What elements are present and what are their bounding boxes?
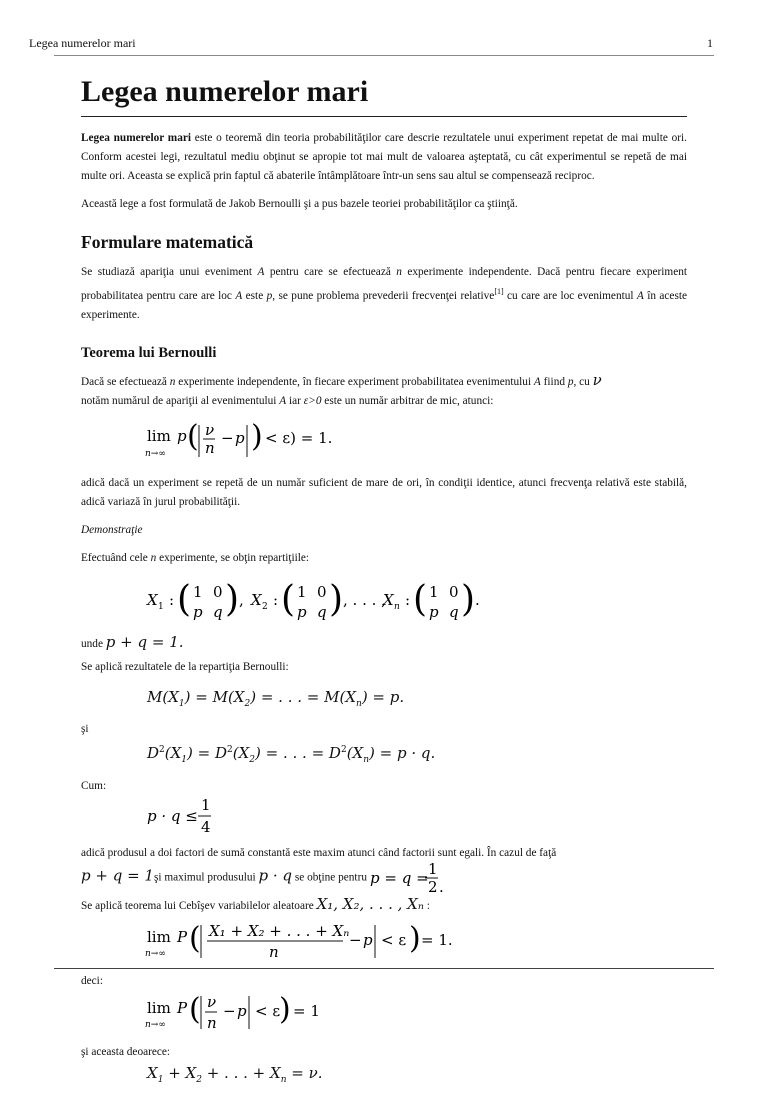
svg-text:n: n	[394, 601, 400, 612]
svg-text:lim: lim	[147, 426, 171, 445]
svg-text:.: .	[475, 590, 480, 609]
svg-text:1: 1	[193, 582, 203, 601]
section-heading-formulare: Formulare matematică	[81, 232, 254, 252]
svg-text:< ε: < ε	[381, 930, 407, 949]
svg-text:X: X	[147, 590, 158, 609]
svg-text:q: q	[317, 602, 327, 621]
svg-text:n: n	[269, 942, 279, 961]
svg-text:(: (	[177, 578, 192, 620]
svg-text:lim: lim	[147, 998, 171, 1017]
deci-line: deci:	[81, 974, 103, 987]
equation-pq-bound	[147, 796, 687, 836]
equation-p-eq-q	[370, 863, 444, 893]
intro-paragraph-2: Această lege a fost formulată de Jakob Bernoulli şi a pus bazele teoriei probabilităţilor ca ştiinţă.	[81, 198, 518, 210]
svg-text:0: 0	[317, 582, 327, 601]
svg-text:ν: ν	[207, 992, 217, 1011]
svg-text:q: q	[449, 602, 459, 621]
svg-text:< ε) = 1.: < ε) = 1.	[265, 428, 333, 447]
svg-text:): )	[329, 578, 344, 620]
equation-sum-nu: $X_1 + X_2$ + . . . + $X_n = \nu$.	[147, 1064, 323, 1086]
svg-text:X: X	[251, 590, 262, 609]
equation-means: $M(X_1) = M(X_2)$ = . . . = $M(X_n) = p$.	[147, 688, 405, 710]
svg-text:(: (	[413, 578, 428, 620]
svg-text:.: .	[438, 877, 444, 893]
svg-text:1: 1	[429, 582, 439, 601]
svg-text:p: p	[177, 426, 187, 445]
title-rule	[81, 116, 687, 117]
svg-text:p: p	[237, 1001, 247, 1020]
svg-text:n: n	[207, 1013, 217, 1032]
svg-text:1: 1	[201, 795, 211, 814]
svg-text:n: n	[205, 438, 215, 457]
svg-text:): )	[461, 578, 476, 620]
svg-text:(: (	[189, 920, 201, 956]
bernoulli-results-line: Se aplică rezultatele de la repartiţia Bernoulli:	[81, 660, 289, 673]
svg-text:X₁ + X₂ + . . . + Xₙ: X₁ + X₂ + . . . + Xₙ	[209, 921, 350, 940]
svg-text::: :	[273, 590, 279, 609]
bernoulli-paragraph: Dacă se efectuează n experimente independente, în fiecare experiment probabilitatea evenimentului A fiind p, cu ν notăm numărul de apariţii al evenimentului A iar ε>0 este un număr arbitrar de mic, atunci:	[81, 370, 602, 407]
si-line: şi	[81, 722, 89, 735]
svg-text:= 1: = 1	[293, 1001, 320, 1020]
svg-text:−: −	[221, 428, 234, 447]
svg-text:lim: lim	[147, 927, 171, 946]
product-maximum-paragraph: adică produsul a doi factori de sumă constantă este maxim atunci când factorii sunt egali. În cazul de faţă p + q = 1şi maximul produsului p · q se obţine pentru p = q = 1 2 .	[81, 844, 687, 893]
unde-line: unde p + q = 1.	[81, 632, 184, 651]
svg-text:q: q	[213, 602, 223, 621]
intro-paragraph	[81, 129, 687, 186]
footer-rule	[54, 968, 714, 969]
section-heading-bernoulli: Teorema lui Bernoulli	[81, 344, 217, 361]
svg-text:ν: ν	[205, 420, 215, 439]
header-rule	[54, 55, 714, 56]
svg-text:= 1.: = 1.	[421, 930, 453, 949]
svg-text:1: 1	[427, 862, 438, 878]
svg-text:0: 0	[213, 582, 223, 601]
demo-label: Demonstraţie	[81, 523, 143, 536]
page-title: Legea numerelor mari	[81, 75, 369, 108]
svg-text:p = q =: p = q =	[369, 868, 429, 887]
svg-text:−: −	[349, 930, 362, 949]
svg-text:): )	[225, 578, 240, 620]
svg-text:(: (	[281, 578, 296, 620]
svg-text:X: X	[383, 590, 394, 609]
svg-text:1: 1	[158, 601, 164, 612]
equation-deci-limit	[147, 991, 687, 1035]
svg-text:2: 2	[427, 877, 438, 893]
svg-text:, . . . ,: , . . . ,	[343, 590, 386, 609]
svg-text:0: 0	[449, 582, 459, 601]
bold-term: Legea numerelor mari	[81, 132, 192, 144]
svg-text:n→∞: n→∞	[145, 948, 166, 959]
svg-text:p: p	[363, 930, 373, 949]
article-body	[81, 68, 687, 1096]
running-title: Legea numerelor mari	[29, 36, 136, 50]
svg-text:P: P	[177, 998, 188, 1017]
svg-text:n→∞: n→∞	[145, 448, 166, 459]
demo-paragraph: Efectuând cele n experimente, se obţin repartiţiile:	[81, 551, 310, 564]
svg-text::: :	[169, 590, 175, 609]
equation-bernoulli-limit	[147, 420, 687, 466]
svg-text:p: p	[297, 602, 307, 621]
svg-text:): )	[251, 418, 263, 454]
svg-text:p · q ≤: p · q ≤	[147, 806, 198, 825]
svg-text:−: −	[223, 1001, 236, 1020]
formulare-paragraph: Se studiază apariţia unui eveniment A pentru care se efectuează n experimente independente. Dacă pentru fiecare experiment probabilitatea pentru care are loc A este p, se pune problema prevederii frecvenţei relative[1] cu care are loc evenimentul A în aceste experimente.	[81, 266, 688, 321]
svg-text::: :	[405, 590, 411, 609]
si-aceasta-line: şi aceasta deoarece:	[81, 1045, 171, 1058]
svg-text:< ε: < ε	[255, 1001, 281, 1020]
svg-text:): )	[279, 991, 291, 1027]
chebyshev-paragraph: Se aplică teorema lui Cebîşev variabilelor aleatoare X₁, X₂, . . . , Xₙ :	[81, 894, 430, 913]
svg-text:2: 2	[262, 601, 268, 612]
svg-text:4: 4	[201, 817, 211, 836]
intro-text: este o teoremă din teoria probabilităţilor care descrie rezultatele unui experiment repetat de mai multe ori. Conform acestei legi, rezultatul mediu obţinut se apropie tot mai mult de valoarea aşteptată, cu cât experimentul se repetă de mai multe ori. Aceasta se explică prin faptul că abaterile întâmplătoare într-un sens sau altul se compensează reciproc.	[81, 132, 687, 182]
svg-text:P: P	[177, 927, 188, 946]
equation-chebyshev-limit	[147, 920, 687, 964]
svg-text:(: (	[187, 418, 199, 454]
svg-text:,: ,	[239, 590, 244, 609]
running-header	[29, 36, 713, 54]
equation-variances: $D^2(X_1) = D^2(X_2)$ = . . . = $D^2(X_n) = p \cdot q$.	[147, 744, 436, 766]
svg-text:n→∞: n→∞	[145, 1019, 166, 1030]
svg-text:1: 1	[297, 582, 307, 601]
svg-text:p: p	[429, 602, 439, 621]
svg-text:p: p	[193, 602, 203, 621]
equation-repartitions	[147, 577, 687, 625]
svg-text:): )	[409, 920, 421, 956]
svg-text:p: p	[235, 428, 245, 447]
svg-text:(: (	[189, 991, 201, 1027]
cum-line: Cum:	[81, 779, 107, 792]
bernoulli-explanation: adică dacă un experiment se repetă de un număr suficient de mare de ori, în condiţii identice, atunci frecvenţa relativă este stabilă, adică variază în jurul probabilităţii.	[81, 476, 687, 508]
page-number: 1	[707, 36, 713, 50]
footnote-ref[interactable]: [1]	[494, 287, 504, 296]
